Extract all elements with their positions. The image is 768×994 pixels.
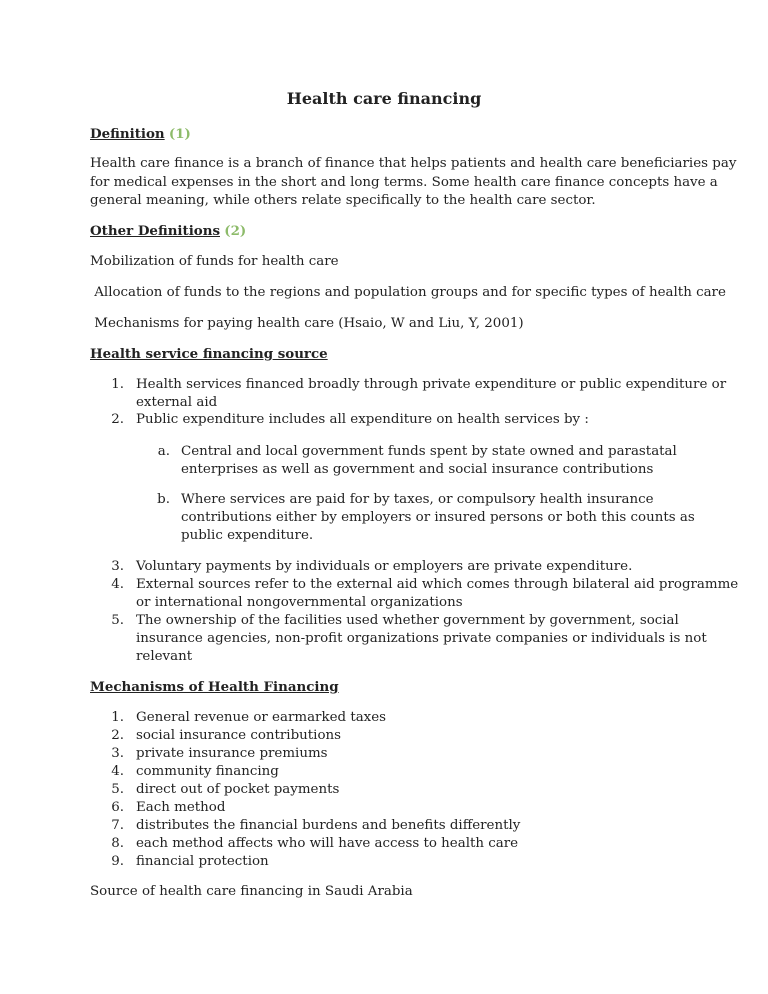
other-definition-item: Mobilization of funds for health care (90, 254, 339, 269)
other-definitions-ref: (2) (224, 223, 247, 239)
financing-item-1-line: external aid (136, 395, 218, 410)
definition-line-3: general meaning, while others relate specifically to the health care sector. (90, 193, 596, 208)
definition-heading-line (90, 125, 191, 144)
list-marker: 1. (111, 377, 124, 392)
page-title: Health care financing (286, 89, 482, 108)
mechanisms-heading: Mechanisms of Health Financing (90, 679, 339, 695)
other-definitions-heading-line (90, 222, 246, 241)
mechanism-item: direct out of pocket payments (136, 782, 340, 797)
list-marker: 4. (111, 577, 124, 592)
definition-line-1: Health care finance is a branch of finance that helps patients and health care beneficiaries pay (90, 156, 737, 171)
financing-sub-b-line: Where services are paid for by taxes, or compulsory health insurance (181, 492, 654, 507)
other-definition-item: Mechanisms for paying health care (Hsaio, W and Liu, Y, 2001) (90, 316, 524, 331)
list-marker: 2. (111, 728, 124, 743)
financing-item-5-line: insurance agencies, non-profit organizations private companies or individuals is not (136, 631, 707, 646)
financing-item-3-line: Voluntary payments by individuals or employers are private expenditure. (136, 559, 633, 574)
definition-ref: (1) (168, 126, 191, 142)
definition-heading: Definition (90, 126, 165, 142)
financing-sub-a-line: enterprises as well as government and social insurance contributions (181, 462, 654, 477)
list-marker: 3. (111, 559, 124, 574)
list-marker: 5. (111, 782, 124, 797)
financing-sub-b-line: public expenditure. (181, 528, 314, 543)
closing-line: Source of health care financing in Saudi Arabia (90, 884, 413, 899)
mechanism-item: General revenue or earmarked taxes (136, 710, 387, 725)
financing-sub-b-line: contributions either by employers or insured persons or both this counts as (181, 510, 695, 525)
mechanism-item: each method affects who will have access to health care (136, 836, 519, 851)
other-definition-item: Allocation of funds to the regions and population groups and for specific types of health care (90, 285, 726, 300)
list-marker: 9. (111, 854, 124, 869)
list-marker: 7. (111, 818, 124, 833)
financing-item-5-line: The ownership of the facilities used whether government by government, social (136, 613, 679, 628)
mechanism-item: financial protection (136, 854, 269, 869)
financing-item-4-line: or international nongovernmental organizations (136, 595, 463, 610)
financing-item-4-line: External sources refer to the external aid which comes through bilateral aid programme (136, 577, 739, 592)
definition-line-2: for medical expenses in the short and long terms. Some health care finance concepts have a (90, 175, 718, 190)
financing-item-1-line: Health services financed broadly through private expenditure or public expenditure or (136, 377, 727, 392)
list-marker: a. (157, 444, 170, 459)
mechanism-item: Each method (136, 800, 226, 815)
mechanism-item: private insurance premiums (136, 746, 328, 761)
other-definitions-heading: Other Definitions (90, 223, 220, 239)
financing-source-heading: Health service financing source (90, 346, 328, 362)
mechanism-item: social insurance contributions (136, 728, 341, 743)
list-marker: 6. (111, 800, 124, 815)
financing-sub-a-line: Central and local government funds spent by state owned and parastatal (181, 444, 677, 459)
financing-item-5-line: relevant (136, 649, 193, 664)
list-marker: 5. (111, 613, 124, 628)
financing-item-2-line: Public expenditure includes all expenditure on health services by : (136, 412, 589, 427)
list-marker: 3. (111, 746, 124, 761)
list-marker: 8. (111, 836, 124, 851)
mechanism-item: community financing (136, 764, 279, 779)
mechanism-item: distributes the financial burdens and benefits differently (136, 818, 521, 833)
list-marker: b. (157, 492, 170, 507)
list-marker: 1. (111, 710, 124, 725)
list-marker: 4. (111, 764, 124, 779)
list-marker: 2. (111, 412, 124, 427)
